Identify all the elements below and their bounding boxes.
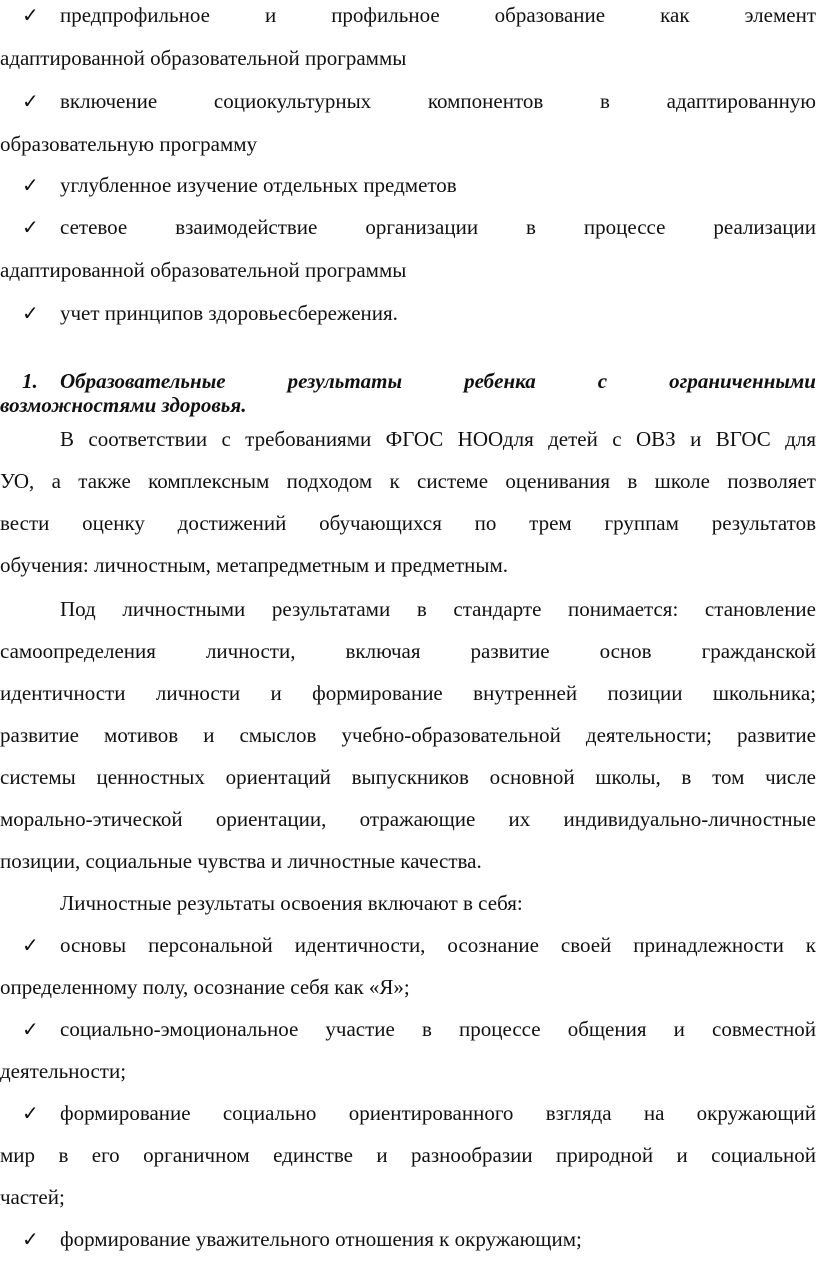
paragraph-line: морально-этической ориентации, отражающие их индивидуально-личностные	[0, 807, 816, 831]
check-icon: ✓	[22, 933, 39, 957]
paragraph-line: вести оценку достижений обучающихся по трем группам результатов	[0, 511, 816, 535]
check-icon: ✓	[22, 1227, 39, 1251]
check-icon: ✓	[22, 89, 39, 113]
check-icon: ✓	[22, 1017, 39, 1041]
bullet-line: учет принципов здоровьесбережения.	[60, 301, 398, 325]
check-icon: ✓	[22, 3, 39, 27]
paragraph-line: Под личностными результатами в стандарте понимается: становление	[60, 597, 816, 621]
paragraph-line: системы ценностных ориентаций выпускников основной школы, в том числе	[0, 765, 816, 789]
bullet-line: социально-эмоциональное участие в процессе общения и совместной	[60, 1017, 816, 1041]
bullet-continuation: адаптированной образовательной программы	[0, 46, 407, 70]
bullet-continuation: адаптированной образовательной программы	[0, 258, 407, 282]
paragraph-line: самоопределения личности, включая развитие основ гражданской	[0, 639, 816, 663]
paragraph-line: УО, а также комплексным подходом к системе оценивания в школе позволяет	[0, 469, 816, 493]
bullet-continuation: частей;	[0, 1185, 65, 1209]
heading-line: Образовательные результаты ребенка с ограниченными	[60, 369, 816, 393]
check-icon: ✓	[22, 173, 39, 197]
bullet-continuation: мир в его органичном единстве и разнообразии природной и социальной	[0, 1143, 816, 1167]
bullet-continuation: образовательную программу	[0, 132, 258, 156]
paragraph-line: развитие мотивов и смыслов учебно-образовательной деятельности; развитие	[0, 723, 816, 747]
check-icon: ✓	[22, 301, 39, 325]
bullet-line: основы персональной идентичности, осознание своей принадлежности к	[60, 933, 816, 957]
bullet-line: включение социокультурных компонентов в адаптированную	[60, 89, 816, 113]
bullet-line: углубленное изучение отдельных предметов	[60, 173, 457, 197]
bullet-line: сетевое взаимодействие организации в процессе реализации	[60, 215, 816, 239]
check-icon: ✓	[22, 215, 39, 239]
bullet-line: предпрофильное и профильное образование как элемент	[60, 3, 816, 27]
bullet-line: формирование уважительного отношения к окружающим;	[60, 1227, 582, 1251]
paragraph-line: идентичности личности и формирование внутренней позиции школьника;	[0, 681, 816, 705]
bullet-line: формирование социально ориентированного взгляда на окружающий	[60, 1101, 816, 1125]
bullet-continuation: деятельности;	[0, 1059, 127, 1083]
paragraph-line: позиции, социальные чувства и личностные качества.	[0, 849, 482, 873]
paragraph-line: В соответствии с требованиями ФГОС НООдля детей с ОВЗ и ВГОС для	[60, 427, 816, 451]
heading-continuation: возможностями здоровья.	[0, 393, 247, 417]
paragraph-line: Личностные результаты освоения включают в себя:	[60, 891, 523, 915]
bullet-continuation: определенному полу, осознание себя как «Я»;	[0, 975, 410, 999]
paragraph-line: обучения: личностным, метапредметным и предметным.	[0, 553, 509, 577]
heading-number: 1.	[22, 369, 38, 393]
check-icon: ✓	[22, 1101, 39, 1125]
